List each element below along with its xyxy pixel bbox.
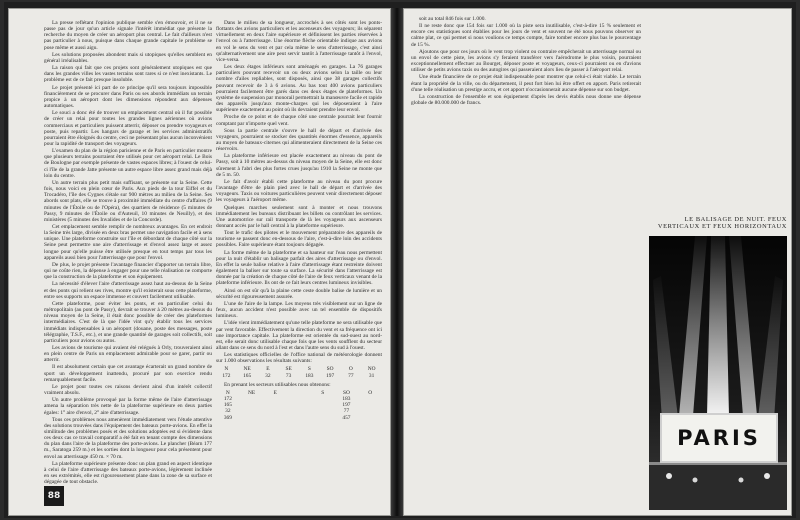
paragraph: Les deux étages inférieurs sont aménagés en garages. La 76 garages particuliers pouvant recevoir un ou deux avions selon la taille ou leur nombre d'ailes repliables, sont disposés, ainsi que 38 garages collectifs pouvant recevoir de 3 à 6 avions. Au bas tout 400 avions particuliers pourraient facilement être garés dans ces deux étages de plateformes. Un système de suspension par monorail permettrait la manœuvre facile et rapide des appareils jusqu'aux monte-charges qui les déposeraient à l'aire supérieure exactement au point où ils devraient prendre leur envol. [216,64,382,114]
photo-caption: LE BALISAGE DE NUIT. FEUX VERTICAUX ET FEUX HORIZONTAUX [657,216,787,231]
wind-frequency-value: 165 [243,372,252,379]
paragraph: Les statistiques officielles de l'office national de météorologie donnent sur 1.000 observations les résultats suivants: [216,352,382,365]
paragraph: La presse reflétant l'opinion publique semble s'en émouvoir, et il ne se passe pas de jour qu'un article signale l'intérêt immédiat que présente la recherche du moyen de créer un aéroport plus central. Le fait d'ailleurs n'est pas particulier à nous, puisque dans chaque grande capitale le problème se pose même et aussi aigu. [44,20,212,51]
paragraph: Le projet pour toutes ces raisons devient ainsi d'un intérêt collectif vraiment absolu. [44,383,212,397]
paragraph: Cette plateforme, pour éviter les ponts, et en particulier celui du métropolitain (au pont de Passy), devrait se trouver à 20 mètres au-dessus du niveau moyen de la Seine, il était donc possible de créer des plateformes intermédiaires. C'est de là que l'idée vint qu'y établir tous les services immédiats indispensables à un aéroport (douane, poste des messages, poste télégraphie, T.S.F., etc.), et une grande quantité de garages soit collectifs, soit particuliers pour avions ou autos. [44,300,212,344]
sector-total: 369 [223,414,232,421]
paragraph: Une étude financière de ce projet était indispensable pour montrer que celui-ci était viable. Le terrain étant la propriété de la ville, ou du département, il peut fort bien lui être offert en apport. Paris retirerait d'une telle réalisation un prestige accru, et cet apport n'occasionnerait aucune dépense sur son budget. [411,74,641,93]
sector-label: E [273,389,277,396]
paragraph: Le fait d'avoir établi cette plateforme au niveau du pont procure l'avantage d'être de plain pied avec le hall de départ et d'arrivée des voyageurs. Taxis ou voitures particulières peuvent venir directement déposer les voyageurs à l'aéroport même. [216,178,382,204]
magazine-spread [4,2,796,518]
right-page-column [411,16,641,508]
wind-direction-header: S [307,366,311,373]
usable-sectors-table [216,390,382,421]
paragraph: Il est absolument certain que cet avantage écarterait un grand nombre de sport un développement inattendu, procuré par son exercice rendu remarquablement facile. [44,364,212,383]
paragraph: Le projet présenté ici part de ce principe qu'il sera toujours impossible financièrement de se procurer dans Paris ou ses abords immédiats un terrain propice à un aéroport dont les dimensions répondent aux dépenses automatiques. [44,84,212,110]
paragraph: L'une de l'aire de la lampe. Les moyens très visiblement sur un ligne de feux, aucun accident n'est possible avec un tel ensemble de dispositifs lumineux. [216,300,382,320]
sector-label: S [321,389,325,396]
sector-label: SO [343,389,350,396]
paragraph: En prenant les secteurs utilisables nous obtenons: [224,381,331,388]
sector-value: 197 [342,402,351,409]
paragraph: Quelques marches seulement sont à monter et nous trouvons immédiatement les bureaux distribuant les billets ou contrôlant les services. Une automotrice sur rail transporte de là les voyageurs aux ascenseurs donnant accès par le hall central à la plateforme supérieure. [216,204,382,229]
left-page-column-2 [216,20,382,516]
wind-frequency-row [216,373,382,379]
sector-value: 32 [225,408,231,415]
sector-value: 165 [223,402,232,409]
paragraph: soit au total 846 fois sur 1.000. [419,16,486,22]
wind-direction-header: N [224,366,229,373]
wind-statistics-table [216,366,382,378]
searchlight-beams-illustration [649,236,787,510]
paragraph: Le souci a donc été de trouver un emplacement central où il fut possible de créer un relai pour toutes les grandes lignes aériennes où avions commerciaux et particuliers puissent atterrir, déposer ou prendre voyageurs et poste, puis repartir. Les hangars de garage et les services administratifs pourraient être éloignés du centre, ceci ne présentant plus aucun inconvénient pour la rapidité de transport des voyageurs. [44,110,212,147]
paragraph: Les avions de tourisme qui avaient été relégués à Orly, trouveraient ainsi en plein centre de Paris un emplacement admirable pour se garer, partir ou atterrir. [44,344,212,364]
wind-frequency-value: 73 [285,372,292,379]
paragraph: La forme même de la plateforme et sa hauteur sur l'eau nous permettent pour la nuit d'établir un balisage parfait des aires d'atterrissage ou d'envol. En effet la seule balise relative à l'aire d'atterrissage étant restreinte doivent également la baliser sur toute sa surface. La sécurité dans l'atterrissage est donnée par la création de chaque côté de l'aire de feux verticaux venant de la plateforme inférieure. Ils ont de ce fait leurs centres lumineux invisibles. [216,249,382,287]
wind-direction-header: NO [367,366,376,373]
wind-frequency-value: 77 [348,372,354,379]
wind-frequency-value: 32 [265,372,271,379]
paris-sign: PARIS [660,413,778,463]
paragraph: Cet emplacement semble remplir de nombreux avantages. En cet endroit la Seine très large, divisée en deux bras permet une navigation facile et à sens unique. Une plateforme construite sur l'île et débordant de chaque côté sur la Seine peut permettre une aire d'atterrissage et d'envol assez large et assez longue pour qu'elle puisse être utilisée presque en tout temps par tous les appareils aussi bien pour l'atterrissage que pour l'envol. [44,224,212,261]
wind-frequency-value: 172 [222,372,231,379]
paragraph: Sous la partie centrale s'ouvre le hall de départ et d'arrivée des voyageurs, pourraient se stocker des quantités énormes d'essence, appareils au moyen de bateaux-citernes qui alimenteraient directement de la Seine ces réservoirs. [216,127,382,153]
sector-value: 77 [343,408,350,415]
paragraph: La construction de l'ensemble et son équipement d'après les devis établis nous donne une dépense globale de 80.000.000 de francs. [411,93,641,107]
paragraph: La raison qui fait que ces projets sont généralement utopiques est que dans les grandes villes les vastes terrains sont rares si ce n'est inexistants. Le problème est de ce fait presque insoluble. [44,65,212,84]
sector-total: 457 [342,414,351,421]
paragraph: Proche de ce point et de chaque côté une centrale pourrait leur fournir comptant par n'importe quel vent. [216,114,382,127]
wind-direction-header: E [266,366,270,373]
paragraph: Ajoutons que pour ces jours où le vent trop violent ou contraire empêcherait un atterrissage normal ou un envol de cette piste, les avions s'y feraient transférer vers l'aérodrome le plus voisin, pourraient exceptionnellement effectuer au Bourget, déposer poste et voyageurs, ceux-ci pourraient ou en d'avions utiliser de petits avions taxis ou des autogires qui passeraient alors lieu de passer à l'aéroport relai. [411,48,641,74]
binding-gutter [391,8,403,516]
paragraph: L'idée vient immédiatement qu'une telle plateforme ne sera utilisable que par vent favorable. Effectivement la direction du vent et sa fréquence ont ici une importance capitale. La plateforme est orientée du sud-ouest au nord-est, elle serait donc utilisable chaque fois que les vents soufflent du secteur allant dans ce sens du nord à l'est et dans l'autre sens du sud à l'ouest. [216,320,382,351]
paragraph: La plateforme supérieure présente donc un plan grand en aspect identique à celui de l'aire d'atterrissage des bateaux porte-avions, légèrement inclinée en ses extrémités, elle est rigoureusement plane dans la zone de sa surface et dégagée de tout obstacle. [44,460,212,486]
wind-direction-header: NE [243,366,251,373]
paragraph: Les solutions proposées abondent mais si utopiques qu'elles semblent en général irréalisables. [44,51,212,64]
paragraph: L'examen du plan de la région parisienne et de Paris en particulier montre que plusieurs terrains pourraient être utilisés pour cet aéroport relai. Le Bois de Boulogne par exemple présente de vastes espaces libres; à l'ouest de celui-ci l'île de la grande Jatte présente un autre espace libre assez grand mais déjà loin du centre. [44,148,212,179]
wind-direction-header: SO [326,366,334,373]
paragraph: Tous ces problèmes nous amenèrent immédiatement vers l'étude attentive des solutions trouvées dans l'équipement des bateaux porte-avions. En effet la similitude des problèmes posés et des solutions adoptées est si évidente dans ces deux cas ce travail comparatif a été fait en tenant compte des dimensions du plan dans l'aire de la plateforme des porte-avions. Le plancher (Béarn 177 m., Saratoga 259 m.) et les sorties dont la longueur pour cela présentent pour envol au atterrissage 450 m. × 70 m. [44,416,212,460]
paragraph: Dans le milieu de sa longueur, accrochés à ses côtés sont les ponts-flottants des avions particuliers et les ascenseurs des voyageurs; ils séparent virtuellement en deux l'aire supérieure et définissent les parties réservées à l'envol ou à l'atterrissage. Une énorme flèche orientable indique aux avions en vol le sens du vent et par cela même le sens d'atterrissage, c'est ainsi qu'alternativement une aire peut servir tantôt à l'atterrissage tantôt à l'envol, vice-versa. [216,20,382,63]
sector-label: N [225,389,230,396]
wind-direction-header: SE [285,366,292,373]
sector-label: O [368,389,373,396]
right-page [403,8,792,516]
paragraph: De plus, le projet présente l'avantage financier d'apporter un terrain libre, qui ne coûte rien, la dépense à engager pour une telle réalisation ne comporte que la construction de la plateforme et son équipement. [44,261,212,281]
left-page-column-1 [44,20,212,494]
usable-sectors-total-row [216,415,382,421]
page-number: 88 [44,486,64,506]
paragraph: Il ne reste donc que 154 fois sur 1.000 où la piste sera inutilisable, c'est-à-dire 15 % seulement et encore ces statistiques sont établies pour les jours de vent et souvent ne été nous pouvons observer un calme plat, ce qui permet si nous voulions ce temps compte, faire tomber encore plus bas le pourcentage de 15 %. [411,23,641,48]
left-page [8,8,391,516]
sector-value: 183 [342,396,351,403]
night-beacon-photo [649,236,787,510]
paragraph: Un autre problème provoqué par la forme même de l'aire d'atterrissage amena la séparation très nette de la plateforme supérieure en deux parties égales: 1° aire d'envol, 2° aire d'atterrissage. [44,397,212,416]
wind-frequency-value: 31 [368,372,375,379]
paragraph: Tout le trafic des pilotes et le mouvement préparatoire des appareils de tourisme se passent donc en-dessous de l'aire, c'est-à-dire loin des accidents possibles. Faire supérieure étant toujours dégagée. [216,230,382,249]
paragraph: La nécessité d'élever l'aire d'atterrissage assez haut au-dessus de la Seine et des ponts qui relient ses rives, montre qu'il existerait sous cette plateforme, entre ses supports un espace immense et couvert facilement utilisable. [44,281,212,300]
sector-label: NE [247,389,256,396]
paragraph: Ainsi on est sûr qu'à la plaine cette ceste double balise de lumière et un sécurité est rigoureusement assurée. [216,287,382,300]
paragraph: La plateforme inférieure est placée exactement au niveau du pont de Passy, soit à 10 mètres au-dessus du niveau moyen de la Seine, elle est donc sûrement à l'abri des plus fortes crues jusqu'au 1910 la Seine ne monte que de 5 m. 50. [216,153,382,178]
wind-direction-header: O [348,366,353,373]
paragraph: Un autre terrain plus petit mais suffisant, se présente sur la Seine. Cette fois, nous voici en plein cœur de Paris. Aux pieds de la tour Eiffel et du Trocadéro, l'île des Cygnes s'étale sur 900 mètres au milieu de la Seine. Ses abords sont plats, elle se trouve à proximité immédiate du centre d'affaires (9 minutes de l'Étoile ou de l'Opéra), des quartiers de résidence (5 minutes de Passy, 9 minutes de l'Étoile ou d'Auteuil, 10 minutes de Neuilly), et des ministères (5 minutes des Invalides et de la Concorde). [44,179,212,223]
wind-frequency-value: 183 [305,372,314,379]
wind-frequency-value: 197 [326,372,335,379]
sector-value: 172 [223,396,232,403]
